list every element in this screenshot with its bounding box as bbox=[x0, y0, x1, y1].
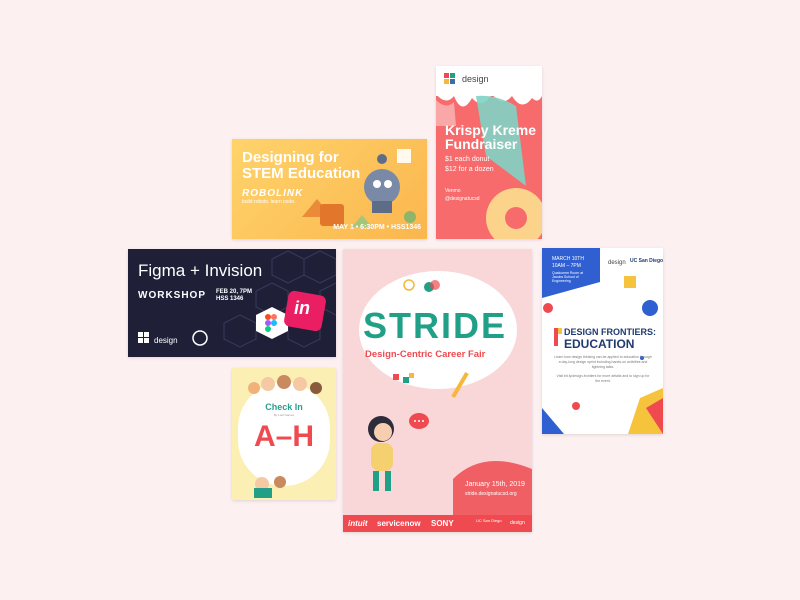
robolink-logo: ROBOLINK bbox=[242, 188, 304, 199]
design-logo: design bbox=[608, 260, 626, 266]
stride-subtitle: Design-Centric Career Fair bbox=[365, 349, 486, 360]
design-frontiers-poster[interactable] bbox=[542, 248, 663, 434]
sponsor-servicenow: servicenow bbox=[377, 519, 421, 528]
frontiers-place: Qualcomm Room at Jacobs School of Engineering bbox=[552, 271, 584, 283]
frontiers-description: Learn how design thinking can be applied to education through a day-long design sprint including hands-on activities and lightning talks. bbox=[554, 355, 652, 369]
stride-career-fair-poster[interactable] bbox=[343, 249, 532, 532]
stride-url: stride.designatucsd.org bbox=[465, 491, 517, 497]
sponsor-design: design bbox=[510, 520, 525, 526]
sponsor-ucsd: UC San Diego bbox=[476, 518, 502, 523]
figma-invision-poster[interactable] bbox=[128, 249, 336, 357]
design-logo: design bbox=[154, 336, 178, 345]
frontiers-time: 10AM – 7PM bbox=[552, 263, 581, 269]
drip-illustration bbox=[436, 66, 542, 239]
venmo-handle: @designatucsd bbox=[445, 196, 480, 202]
price-dozen: $12 for a dozen bbox=[445, 166, 494, 173]
workshop-label: WORKSHOP bbox=[138, 290, 206, 301]
stride-date: January 15th, 2019 bbox=[465, 481, 525, 488]
name-range: A–H bbox=[253, 420, 314, 453]
price-each: $1 each donut bbox=[445, 156, 490, 163]
checkin-label: Check In bbox=[265, 402, 303, 412]
design-logo: design bbox=[462, 74, 489, 84]
stem-education-poster[interactable] bbox=[232, 139, 427, 239]
krispy-title: Krispy Kreme Fundraiser bbox=[445, 122, 537, 152]
frontiers-subtitle: EDUCATION bbox=[564, 337, 635, 351]
sponsor-sony: SONY bbox=[431, 519, 454, 528]
figma-datetime: FEB 20, 7PM HSS 1346 bbox=[216, 289, 253, 302]
ucsd-logo: UC San Diego bbox=[630, 258, 663, 264]
frontiers-date: MARCH 10TH bbox=[552, 256, 584, 262]
checkin-sub: By Last Names bbox=[273, 413, 295, 417]
stem-date: MAY 1 • 6:30PM • HSS1346 bbox=[333, 224, 421, 231]
frontiers-title: DESIGN FRONTIERS: bbox=[564, 327, 657, 337]
robolink-tagline: build robots. learn code. bbox=[242, 199, 296, 205]
stride-title: STRIDE bbox=[363, 305, 508, 346]
figma-title: Figma + Invision bbox=[138, 261, 263, 280]
girl-illustration bbox=[343, 249, 532, 532]
checkin-sign[interactable] bbox=[232, 368, 336, 500]
frontiers-signup: Visit bit.ly/design-frontiers for more details and to sign up for the event. bbox=[556, 374, 650, 383]
stem-title: Designing for STEM Education bbox=[242, 149, 361, 182]
sponsor-intuit: intuit bbox=[348, 519, 368, 528]
venmo-label: Venmo bbox=[445, 188, 461, 194]
invision-icon: in bbox=[294, 298, 310, 318]
krispy-kreme-poster[interactable] bbox=[436, 66, 542, 239]
